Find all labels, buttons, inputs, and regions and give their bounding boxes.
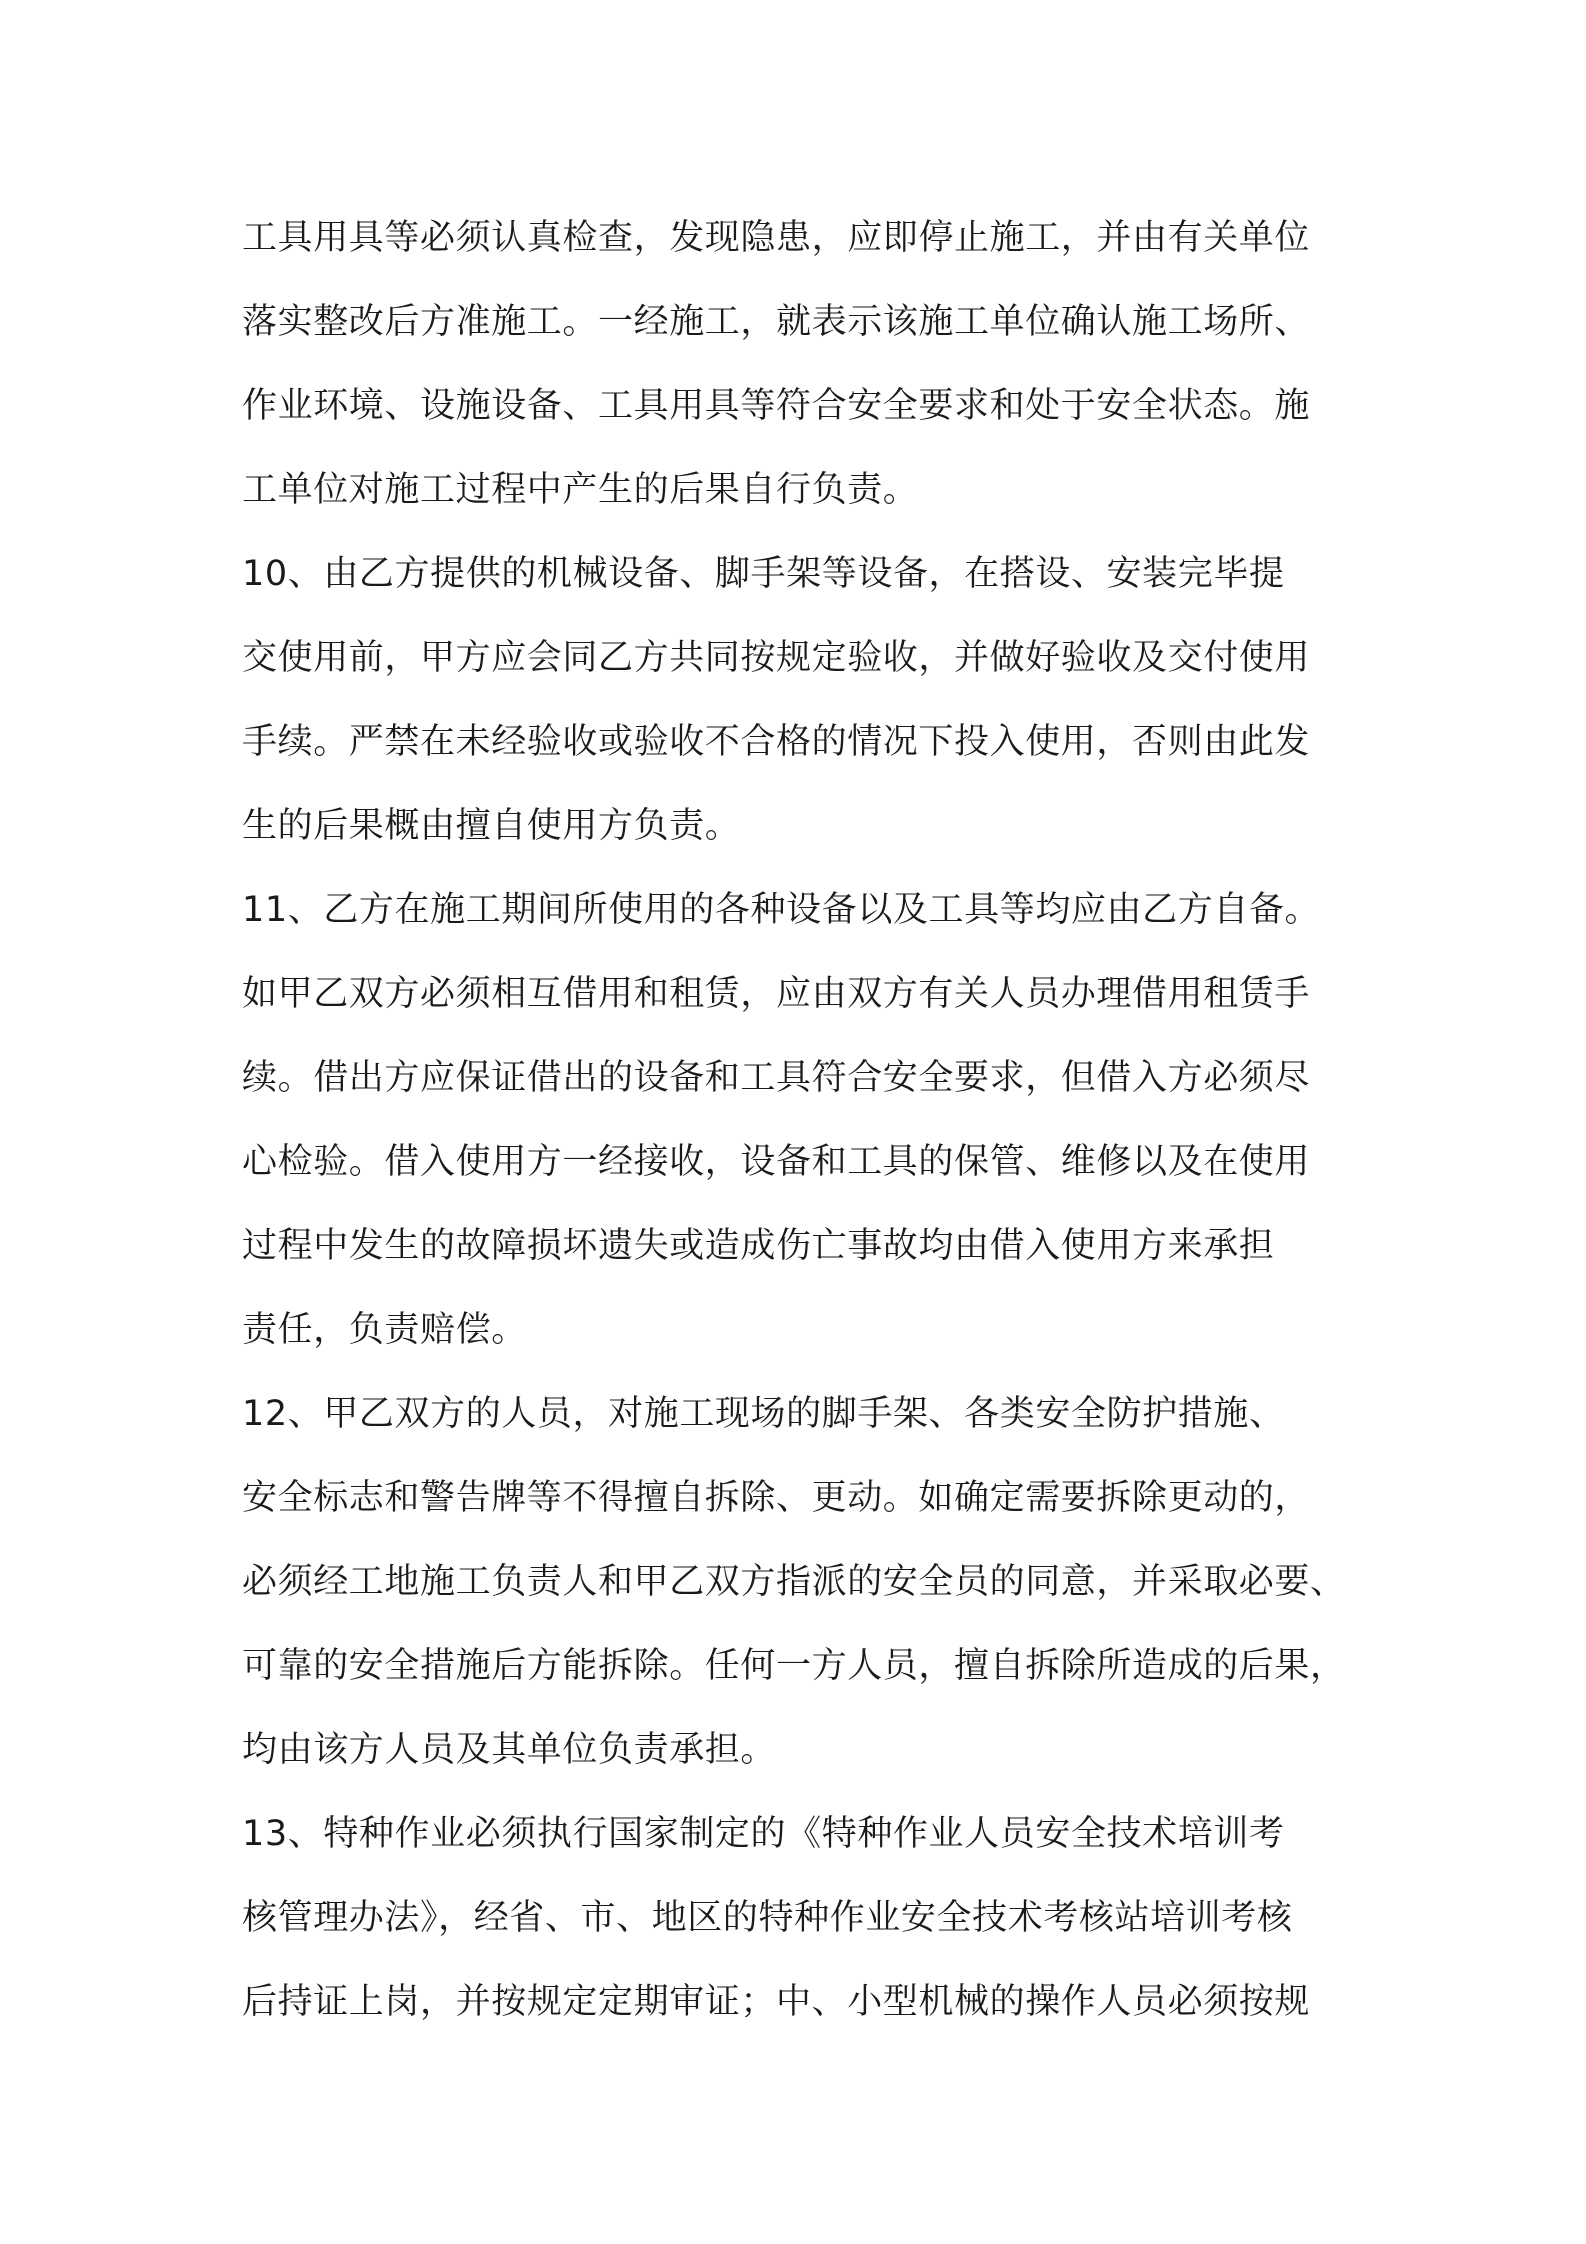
text-line: 10、由乙方提供的机械设备、脚手架等设备，在搭设、安装完毕提 [242, 554, 1285, 594]
text-line: 续。借出方应保证借出的设备和工具符合安全要求，但借入方必须尽 [242, 1058, 1311, 1098]
text-line: 核管理办法》，经省、市、地区的特种作业安全技术考核站培训考核 [242, 1898, 1293, 1938]
paragraph [242, 196, 1372, 532]
document-body [242, 196, 1372, 2044]
text-line: 后持证上岗，并按规定定期审证；中、小型机械的操作人员必须按规 [242, 1982, 1311, 2022]
text-line: 如甲乙双方必须相互借用和租赁，应由双方有关人员办理借用租赁手 [242, 974, 1311, 1014]
text-line: 责任，负责赔偿。 [242, 1310, 527, 1350]
text-line: 必须经工地施工负责人和甲乙双方指派的安全员的同意，并采取必要、 [242, 1562, 1346, 1602]
text-line: 交使用前，甲方应会同乙方共同按规定验收，并做好验收及交付使用 [242, 638, 1311, 678]
text-line: 心检验。借入使用方一经接收，设备和工具的保管、维修以及在使用 [242, 1142, 1311, 1182]
text-line: 工具用具等必须认真检查，发现隐患，应即停止施工，并由有关单位 [242, 218, 1311, 258]
text-line: 11、乙方在施工期间所使用的各种设备以及工具等均应由乙方自备。 [242, 890, 1321, 930]
text-line: 过程中发生的故障损坏遗失或造成伤亡事故均由借入使用方来承担 [242, 1226, 1275, 1266]
text-line: 12、甲乙双方的人员，对施工现场的脚手架、各类安全防护措施、 [242, 1394, 1285, 1434]
text-line: 作业环境、设施设备、工具用具等符合安全要求和处于安全状态。施 [242, 386, 1311, 426]
text-line: 落实整改后方准施工。一经施工，就表示该施工单位确认施工场所、 [242, 302, 1311, 342]
text-line: 安全标志和警告牌等不得擅自拆除、更动。如确定需要拆除更动的， [242, 1478, 1311, 1518]
paragraph-10 [242, 532, 1372, 868]
text-line: 13、特种作业必须执行国家制定的《特种作业人员安全技术培训考 [242, 1814, 1285, 1854]
paragraph-11 [242, 868, 1372, 1372]
text-line: 手续。严禁在未经验收或验收不合格的情况下投入使用，否则由此发 [242, 722, 1311, 762]
text-line: 均由该方人员及其单位负责承担。 [242, 1730, 777, 1770]
text-line: 可靠的安全措施后方能拆除。任何一方人员，擅自拆除所造成的后果， [242, 1646, 1346, 1686]
paragraph-12 [242, 1372, 1372, 1792]
text-line: 生的后果概由擅自使用方负责。 [242, 806, 741, 846]
paragraph-13 [242, 1792, 1372, 2044]
text-line: 工单位对施工过程中产生的后果自行负责。 [242, 470, 919, 510]
